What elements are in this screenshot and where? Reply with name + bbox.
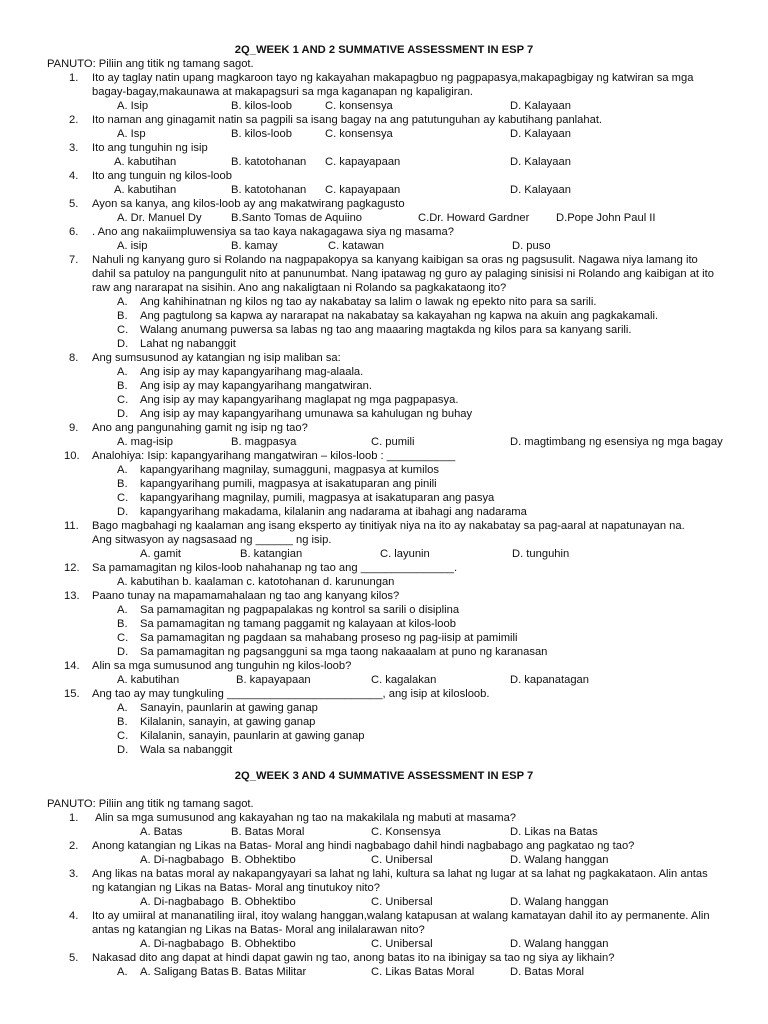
q5-option-a: A. Dr. Manuel Dy xyxy=(117,212,202,224)
q8-option-b-letter: B. xyxy=(117,380,128,392)
q4-option-b: B. katotohanan xyxy=(231,184,307,196)
q10-option-a: kapangyarihang magnilay, sumagguni, magpasya at kumilos xyxy=(140,464,439,476)
s2-q5-option-d: D. Batas Moral xyxy=(510,966,584,978)
s2-q4-option-a: A. Di-nagbabago xyxy=(140,938,224,950)
q5-option-d: D.Pope John Paul II xyxy=(556,212,656,224)
s2-q3-number: 3. xyxy=(69,868,79,880)
q12-number: 12. xyxy=(64,562,80,574)
q1-text: Ito ay taglay natin upang magkaroon tayo ng kakayahan makapagbuo ng pagpapasya,makapagbigay ng katwiran sa mga bagay-bagay,makaunawa at makapagsuri sa mga kaganapan ng kapaligiran. xyxy=(92,72,694,98)
s2-q3-text: Ang likas na batas moral ay nakapangyayari sa lahat ng lahi, kultura sa lahat ng lugar at sa lahat ng pagkakataon. Alin antas ng katangian ng Likas na Batas- Moral ang tinutukoy nito? xyxy=(92,868,708,894)
q9-text: Ano ang pangunahing gamit ng isip ng tao? xyxy=(92,422,308,434)
s2-q3-option-b: B. Obhektibo xyxy=(231,896,296,908)
q13-option-b: Sa pamamagitan ng tamang paggamit ng kalayaan at kilos-loob xyxy=(140,618,456,630)
s2-q2-number: 2. xyxy=(69,840,79,852)
q2-option-a: A. Isp xyxy=(117,128,146,140)
s2-q2-text: Anong katangian ng Likas na Batas- Moral ang hindi nagbabago dahil hindi nagbabago ang pagkatao ng tao? xyxy=(92,840,635,852)
q10-option-d-letter: D. xyxy=(117,506,129,518)
q7-option-d-letter: D. xyxy=(117,338,129,350)
q9-option-c: C. pumili xyxy=(371,436,415,448)
s2-q1-option-a: A. Batas xyxy=(140,826,183,838)
s2-q5-text: Nakasad dito ang dapat at hindi dapat gawin ng tao, anong batas ito na ibinigay sa tao ng siya ay likhain? xyxy=(92,952,615,964)
q3-option-d: D. Kalayaan xyxy=(510,156,571,168)
q8-option-a-letter: A. xyxy=(117,366,128,378)
q5-text: Ayon sa kanya, ang kilos-loob ay ang makatwirang pagkagusto xyxy=(92,198,405,210)
s2-q4-option-b: B. Obhektibo xyxy=(231,938,296,950)
q11-option-c: C. layunin xyxy=(380,548,430,560)
q3-text: Ito ang tunguhin ng isip xyxy=(92,142,208,154)
q9-option-a: A. mag-isip xyxy=(117,436,173,448)
q7-option-c: Walang anumang puwersa sa labas ng tao ang maaaring magtakda ng kilos para sa kanyang sarili. xyxy=(140,324,632,336)
q12-text: Sa pamamagitan ng kilos-loob nahahanap ng tao ang _______________. xyxy=(92,562,458,574)
q10-option-d: kapangyarihang makadama, kilalanin ang nadarama at ibahagi ang nadarama xyxy=(140,506,527,518)
s2-q2-option-b: B. Obhektibo xyxy=(231,854,296,866)
q3-number: 3. xyxy=(69,142,79,154)
s2-q4-number: 4. xyxy=(69,910,79,922)
s2-q1-text: Alin sa mga sumusunod ang kakayahan ng tao na makakilala ng mabuti at masama? xyxy=(95,812,517,824)
q7-option-a-letter: A. xyxy=(117,296,128,308)
q14-option-b: B. kapayapaan xyxy=(236,674,311,686)
q5-number: 5. xyxy=(69,198,79,210)
q7-text: Nahuli ng kanyang guro si Rolando na nagpapakopya sa kanyang kaibigan sa oras ng pagsusulit. Nagawa niya lamang ito dahil sa patuloy na pangungulit nito at panunumbat. Nang ipatawag ng guro ay palaging sinisisi ni Rolando ang kaibigan at ito raw ang nararapat na sisihin. Ano ang nakaligtaan ni Rolando sa pagkakataong ito? xyxy=(92,254,714,294)
q7-option-d: Lahat ng nabanggit xyxy=(140,338,236,350)
q13-option-a-letter: A. xyxy=(117,604,128,616)
q15-option-b: Kilalanin, sanayin, at gawing ganap xyxy=(140,716,316,728)
q1-number: 1. xyxy=(69,72,79,84)
q12-options: A. kabutihan b. kaalaman c. katotohanan d. karunungan xyxy=(117,576,395,588)
q14-number: 14. xyxy=(64,660,80,672)
s2-q2-option-c: C. Unibersal xyxy=(371,854,433,866)
s2-q3-option-a: A. Di-nagbabago xyxy=(140,896,224,908)
q15-option-c: Kilalanin, sanayin, paunlarin at gawing ganap xyxy=(140,730,365,742)
q2-option-b: B. kilos-loob xyxy=(231,128,292,140)
q5-option-c: C.Dr. Howard Gardner xyxy=(418,212,530,224)
section1-title: 2Q_WEEK 1 AND 2 SUMMATIVE ASSESSMENT IN ESP 7 xyxy=(234,44,534,56)
q15-option-b-letter: B. xyxy=(117,716,128,728)
q6-option-a: A. isip xyxy=(117,240,148,252)
q6-option-b: B. kamay xyxy=(231,240,278,252)
q15-text: Ang tao ay may tungkuling _________________________, ang isip at kilosloob. xyxy=(92,688,490,700)
q6-option-c: C. katawan xyxy=(328,240,384,252)
s2-q5-option-b: B. Batas Militar xyxy=(231,966,307,978)
s2-q4-option-d: D. Walang hanggan xyxy=(510,938,609,950)
q1-option-d: D. Kalayaan xyxy=(510,100,571,112)
q13-option-d-letter: D. xyxy=(117,646,129,658)
q8-text: Ang sumsusunod ay katangian ng isip maliban sa: xyxy=(92,352,341,364)
q14-option-d: D. kapanatagan xyxy=(510,674,589,686)
q14-option-c: C. kagalakan xyxy=(371,674,437,686)
q8-option-c-letter: C. xyxy=(117,394,129,406)
q13-option-a: Sa pamamagitan ng pagpapalakas ng kontrol sa sarili o disiplina xyxy=(140,604,460,616)
q1-option-b: B. kilos-loob xyxy=(231,100,292,112)
q13-number: 13. xyxy=(64,590,80,602)
q3-option-b: B. katotohanan xyxy=(231,156,307,168)
q4-option-c: C. kapayapaan xyxy=(325,184,401,196)
s2-q1-option-d: D. Likas na Batas xyxy=(510,826,598,838)
s2-q1-option-b: B. Batas Moral xyxy=(231,826,305,838)
section1-instructions: PANUTO: Piliin ang titik ng tamang sagot. xyxy=(47,58,254,70)
q3-option-a: A. kabutihan xyxy=(114,156,177,168)
q10-option-b: kapangyarihang pumili, magpasya at isakatuparan ang pinili xyxy=(140,478,437,490)
q3-option-c: C. kapayapaan xyxy=(325,156,401,168)
q8-option-a: Ang isip ay may kapangyarihang mag-alaala. xyxy=(140,366,364,378)
q6-text: . Ano ang nakaiimpluwensiya sa tao kaya nakagagawa siya ng masama? xyxy=(92,226,454,238)
q15-option-a: Sanayin, paunlarin at gawing ganap xyxy=(140,702,318,714)
s2-q4-text: Ito ay umiiral at mananatiling iiral, itoy walang hanggan,walang katapusan at walang kamatayan dahil ito ay permanente. Alin antas ng katangian ng Likas na Batas- Moral ang inilalarawan nito? xyxy=(92,910,710,936)
q11-text: Bago magbahagi ng kaalaman ang isang eksperto ay tinitiyak niya na ito ay nakabatay sa pag-aaral at napatunayan na. Ang sitwasyon ay nagsasaad ng ______ ng isip. xyxy=(92,520,685,546)
q13-option-b-letter: B. xyxy=(117,618,128,630)
q11-number: 11. xyxy=(64,520,79,532)
q11-option-a: A. gamit xyxy=(140,548,182,560)
q5-option-b: B.Santo Tomas de Aquiino xyxy=(231,212,363,224)
q14-text: Alin sa mga sumusunod ang tunguhin ng kilos-loob? xyxy=(92,660,352,672)
q4-option-a: A. kabutihan xyxy=(114,184,177,196)
q11-option-d: D. tunguhin xyxy=(512,548,570,560)
q2-text: Ito naman ang ginagamit natin sa pagpili sa isang bagay na ang patutunguhan ay kabutihang panlahat. xyxy=(92,114,603,126)
q15-option-c-letter: C. xyxy=(117,730,129,742)
q15-option-a-letter: A. xyxy=(117,702,128,714)
q7-option-b: Ang pagtulong sa kapwa ay nararapat na nakabatay sa kakayahan ng kapwa na akuin ang pagkakamali. xyxy=(140,310,659,322)
q10-option-c: kapangyarihang magnilay, pumili, magpasya at isakatuparan ang pasya xyxy=(140,492,495,504)
q10-option-a-letter: A. xyxy=(117,464,128,476)
q8-option-b: Ang isip ay may kapangyarihang mangatwiran. xyxy=(140,380,372,392)
q15-option-d-letter: D. xyxy=(117,744,129,756)
s2-q5-number: 5. xyxy=(69,952,79,964)
s2-q5-option-a: A. Saligang Batas xyxy=(140,966,229,978)
q4-text: Ito ang tunguin ng kilos-loob xyxy=(92,170,232,182)
q9-number: 9. xyxy=(69,422,79,434)
q10-option-b-letter: B. xyxy=(117,478,128,490)
s2-q1-number: 1. xyxy=(69,812,79,824)
q10-number: 10. xyxy=(64,450,80,462)
q2-option-c: C. konsensya xyxy=(325,128,393,140)
q9-option-d: D. magtimbang ng esensiya ng mga bagay xyxy=(510,436,723,448)
q8-option-d: Ang isip ay may kapangyarihang umunawa sa kahulugan ng buhay xyxy=(140,408,473,420)
s2-q1-option-c: C. Konsensya xyxy=(371,826,441,838)
s2-q5-letter: A. xyxy=(117,966,128,978)
q15-number: 15. xyxy=(64,688,80,700)
q7-option-c-letter: C. xyxy=(117,324,129,336)
s2-q4-option-c: C. Unibersal xyxy=(371,938,433,950)
q15-option-d: Wala sa nabanggit xyxy=(140,744,233,756)
q1-option-a: A. Isip xyxy=(117,100,149,112)
q10-option-c-letter: C. xyxy=(117,492,129,504)
s2-q3-option-c: C. Unibersal xyxy=(371,896,433,908)
section2-title: 2Q_WEEK 3 AND 4 SUMMATIVE ASSESSMENT IN ESP 7 xyxy=(234,770,534,782)
q1-option-c: C. konsensya xyxy=(325,100,393,112)
q9-option-b: B. magpasya xyxy=(231,436,297,448)
q7-option-a: Ang kahihinatnan ng kilos ng tao ay nakabatay sa lalim o lawak ng epekto nito para sa sarili. xyxy=(140,296,597,308)
q13-option-c-letter: C. xyxy=(117,632,129,644)
q8-number: 8. xyxy=(69,352,79,364)
section2-instructions: PANUTO: Piliin ang titik ng tamang sagot. xyxy=(47,798,254,810)
q13-option-d: Sa pamamagitan ng pagsangguni sa mga taong nakaaalam at puno ng karanasan xyxy=(140,646,548,658)
q2-number: 2. xyxy=(69,114,79,126)
q7-option-b-letter: B. xyxy=(117,310,128,322)
q11-option-b: B. katangian xyxy=(240,548,303,560)
q13-option-c: Sa pamamagitan ng pagdaan sa mahabang proseso ng pag-iisip at pamimili xyxy=(140,632,518,644)
q4-number: 4. xyxy=(69,170,79,182)
q10-text: Analohiya: Isip: kapangyarihang mangatwiran – kilos-loob : ___________ xyxy=(92,450,456,462)
s2-q5-option-c: C. Likas Batas Moral xyxy=(371,966,475,978)
s2-q2-option-d: D. Walang hanggan xyxy=(510,854,609,866)
q4-option-d: D. Kalayaan xyxy=(510,184,571,196)
q14-option-a: A. kabutihan xyxy=(117,674,180,686)
q13-text: Paano tunay na mapamamahalaan ng tao ang kanyang kilos? xyxy=(92,590,400,602)
q8-option-d-letter: D. xyxy=(117,408,129,420)
q2-option-d: D. Kalayaan xyxy=(510,128,571,140)
s2-q2-option-a: A. Di-nagbabago xyxy=(140,854,224,866)
q7-number: 7. xyxy=(69,254,79,266)
s2-q3-option-d: D. Walang hanggan xyxy=(510,896,609,908)
q6-option-d: D. puso xyxy=(512,240,551,252)
q8-option-c: Ang isip ay may kapangyarihang maglapat ng mga pagpapasya. xyxy=(140,394,459,406)
q6-number: 6. xyxy=(69,226,79,238)
